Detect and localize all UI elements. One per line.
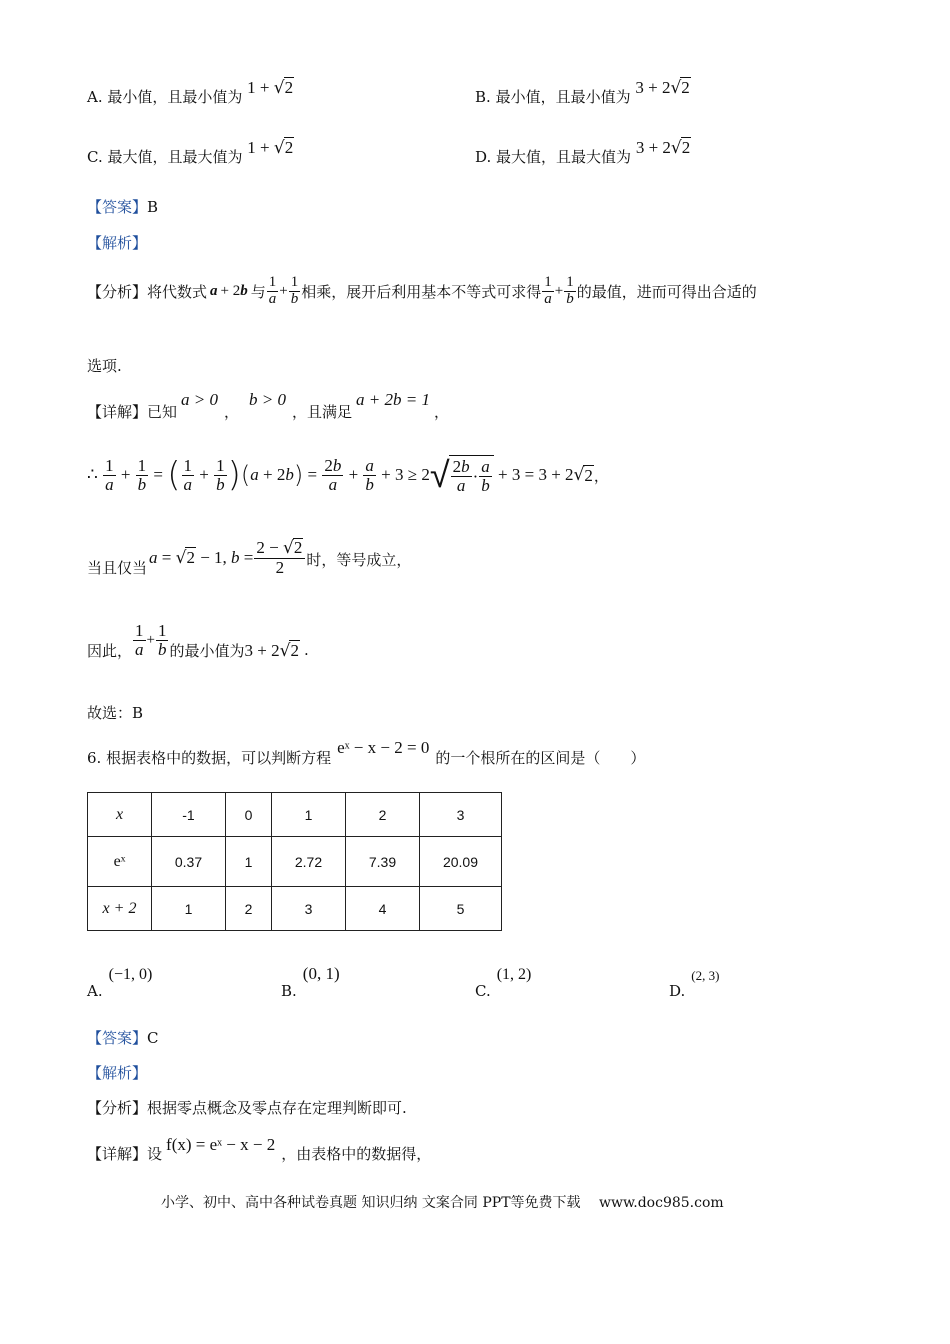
q5-detail: 【详解】 已知 a > 0 ， b > 0 ，且满足 a + 2b = 1 ， bbox=[87, 390, 449, 421]
q6-option-d: D. (2, 3) bbox=[669, 968, 720, 1000]
table-cell: 3 bbox=[272, 887, 346, 931]
q5-final: 故选：B bbox=[87, 704, 144, 722]
q6-stem: 6. 根据表格中的数据，可以判断方程 eˣ − x − 2 = 0 的一个根所在的区间是（ ） bbox=[87, 738, 646, 767]
q5-equality: 当且仅当 a = √2 − 1, b = $\frac{2 - √2}{2}$ 时，等号成立， bbox=[87, 537, 412, 577]
q6-option-c: C. (1, 2) bbox=[475, 966, 532, 1000]
table-cell: 3 bbox=[420, 793, 502, 837]
q5-option-a: A. 最小值，且最小值为 1 + √2 bbox=[87, 78, 294, 106]
table-cell: 1 bbox=[272, 793, 346, 837]
table-row-header: x bbox=[88, 793, 152, 837]
table-row bbox=[88, 837, 502, 887]
q5-analysis: 【分析】 将代数式 a + 2 b 与 $\frac{1}{a}$ + $\frac{1}{b}$ 相乘，展开后利用基本不等式可求得 $\frac{1}{a}$ + $\frac{1}{b}$ 的最值，进而可得出合适的 bbox=[87, 273, 757, 307]
page-footer bbox=[161, 1192, 724, 1212]
table-row bbox=[88, 793, 502, 837]
q5-conclusion: 因此， $\frac{1}{a}$ + $\frac{1}{b}$ 的最小值为 3 + 2√2 . bbox=[87, 620, 309, 661]
q5-analysis-tag: 【解析】 bbox=[87, 234, 148, 252]
table-cell: 2 bbox=[346, 793, 420, 837]
table-cell: 2 bbox=[226, 887, 272, 931]
q6-analysis: 【分析】根据零点概念及零点存在定理判断即可. bbox=[87, 1099, 407, 1117]
q6-option-a: A. (−1, 0) bbox=[87, 966, 153, 1000]
table-row-header: x + 2 bbox=[88, 887, 152, 931]
q5-option-d: D. 最大值，且最大值为 3 + 2√2 bbox=[475, 138, 691, 166]
table-cell: 1 bbox=[226, 837, 272, 887]
q5-option-c: C. 最大值，且最大值为 1 + √2 bbox=[87, 138, 294, 166]
table-cell: 5 bbox=[420, 887, 502, 931]
q6-detail: 【详解】 设 f(x) = eˣ − x − 2 ，由表格中的数据得， bbox=[87, 1135, 432, 1163]
footer-text: 小学、初中、高中各种试卷真题 知识归纳 文案合同 PPT等免费下载 bbox=[161, 1195, 581, 1211]
table-cell: 1 bbox=[152, 887, 226, 931]
table-cell: 0 bbox=[226, 793, 272, 837]
table-cell: -1 bbox=[152, 793, 226, 837]
table-cell: 7.39 bbox=[346, 837, 420, 887]
table-cell: 20.09 bbox=[420, 837, 502, 887]
table-row-header: eˣ bbox=[88, 837, 152, 887]
table-row bbox=[88, 887, 502, 931]
q5-option-b: B. 最小值，且最小值为 3 + 2√2 bbox=[475, 78, 690, 106]
q5-answer: 【答案】B bbox=[87, 198, 159, 216]
q6-data-table bbox=[87, 792, 502, 931]
footer-link[interactable]: www.doc985.com bbox=[598, 1195, 724, 1211]
table-cell: 2.72 bbox=[272, 837, 346, 887]
q5-analysis-cont: 选项. bbox=[87, 357, 122, 375]
table-cell: 0.37 bbox=[152, 837, 226, 887]
q6-analysis-tag: 【解析】 bbox=[87, 1064, 148, 1082]
q6-answer: 【答案】C bbox=[87, 1029, 159, 1047]
table-cell: 4 bbox=[346, 887, 420, 931]
q6-option-b: B. (0, 1) bbox=[281, 964, 340, 1000]
q5-derivation: ∴ $\frac{1}{a}$ + $\frac{1}{b}$ = ( $\frac{1}{a}$ + $\frac{1}{b}$ ) ( a + 2 b ) = $\frac{2b}{a}$ + $\frac{a}{b}$ + 3 ≥ 2 √ $\frac{2b}{a}$ · $\frac{a}{b}$ + 3 = 3 + 2 √ 2 ， bbox=[87, 455, 609, 496]
